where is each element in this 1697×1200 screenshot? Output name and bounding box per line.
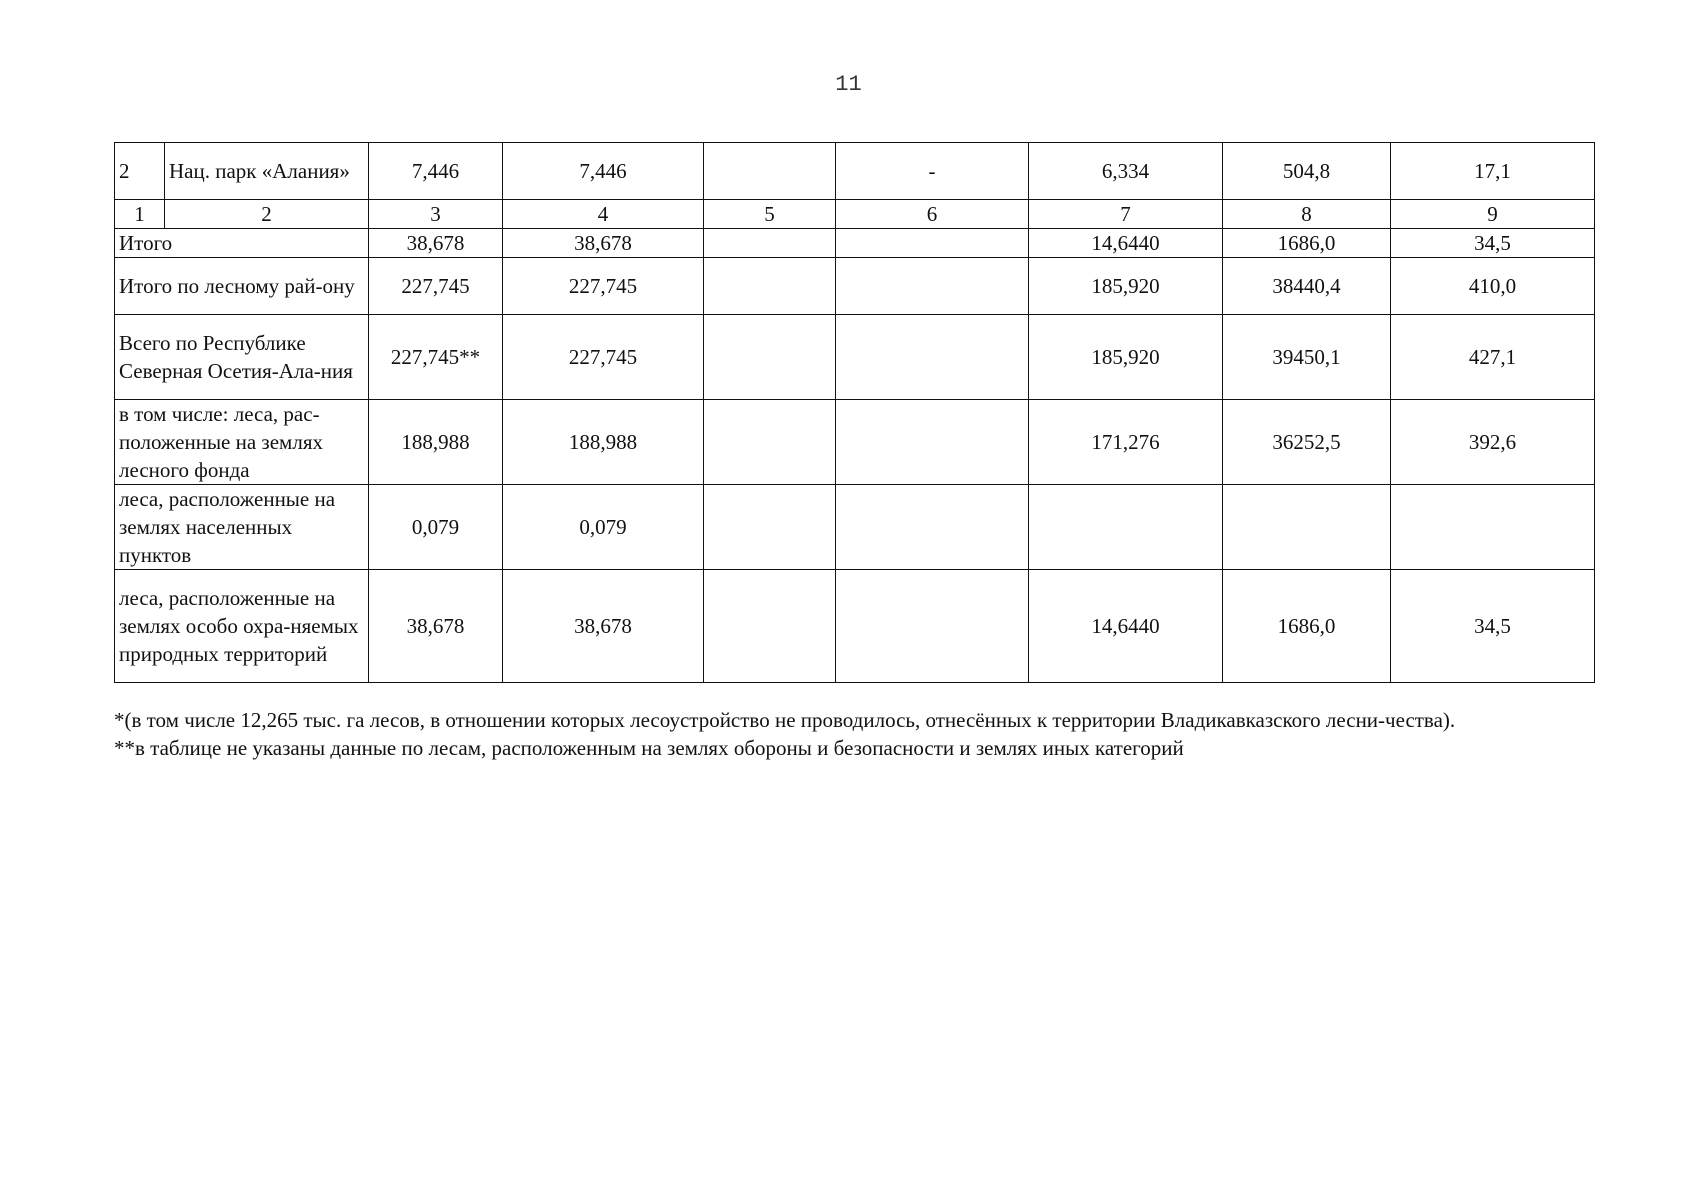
cell-c6 — [836, 258, 1029, 315]
row-label: леса, расположенные на землях населенных пунктов — [115, 485, 369, 570]
park-row-name: Нац. парк «Алания» — [165, 143, 369, 200]
table-row — [115, 229, 1595, 258]
park-row-c5 — [704, 143, 836, 200]
index-cell: 7 — [1029, 200, 1223, 229]
cell-c7 — [1029, 485, 1223, 570]
cell-c9 — [1391, 485, 1595, 570]
index-cell: 3 — [369, 200, 503, 229]
cell-c9: 410,0 — [1391, 258, 1595, 315]
footnote-2: **в таблице не указаны данные по лесам, расположенным на землях обороны и безопасности и землях иных категорий — [114, 736, 1184, 760]
cell-c7: 171,276 — [1029, 400, 1223, 485]
page-number: 11 — [835, 72, 862, 97]
cell-c7: 14,6440 — [1029, 570, 1223, 683]
index-cell: 6 — [836, 200, 1029, 229]
cell-c5 — [704, 570, 836, 683]
table-row — [115, 400, 1595, 485]
cell-c4: 0,079 — [503, 485, 704, 570]
cell-c6 — [836, 315, 1029, 400]
cell-c5 — [704, 400, 836, 485]
cell-c3: 38,678 — [369, 229, 503, 258]
cell-c9: 34,5 — [1391, 570, 1595, 683]
cell-c7: 14,6440 — [1029, 229, 1223, 258]
cell-c8: 39450,1 — [1223, 315, 1391, 400]
cell-c3: 0,079 — [369, 485, 503, 570]
cell-c5 — [704, 315, 836, 400]
cell-c4: 227,745 — [503, 315, 704, 400]
cell-c3: 227,745** — [369, 315, 503, 400]
cell-c6 — [836, 400, 1029, 485]
row-label: Итого — [115, 229, 369, 258]
cell-c4: 38,678 — [503, 570, 704, 683]
cell-c9: 392,6 — [1391, 400, 1595, 485]
cell-c8: 1686,0 — [1223, 229, 1391, 258]
cell-c8: 38440,4 — [1223, 258, 1391, 315]
table-index-row — [115, 200, 1595, 229]
park-row-c4: 7,446 — [503, 143, 704, 200]
cell-c6 — [836, 570, 1029, 683]
cell-c7: 185,920 — [1029, 315, 1223, 400]
cell-c8: 1686,0 — [1223, 570, 1391, 683]
index-cell: 8 — [1223, 200, 1391, 229]
cell-c6 — [836, 229, 1029, 258]
forest-data-table — [114, 142, 1595, 683]
park-row-c7: 6,334 — [1029, 143, 1223, 200]
table-row — [115, 315, 1595, 400]
table-row — [115, 485, 1595, 570]
park-row-c8: 504,8 — [1223, 143, 1391, 200]
cell-c4: 188,988 — [503, 400, 704, 485]
table-row-park — [115, 143, 1595, 200]
index-cell: 4 — [503, 200, 704, 229]
cell-c9: 427,1 — [1391, 315, 1595, 400]
cell-c8 — [1223, 485, 1391, 570]
index-cell: 9 — [1391, 200, 1595, 229]
row-label: Всего по Республике Северная Осетия-Ала-ния — [115, 315, 369, 400]
cell-c5 — [704, 485, 836, 570]
table-row — [115, 570, 1595, 683]
cell-c9: 34,5 — [1391, 229, 1595, 258]
footnotes — [114, 706, 1594, 762]
index-cell: 5 — [704, 200, 836, 229]
cell-c5 — [704, 229, 836, 258]
row-label: леса, расположенные на землях особо охра-няемых природных территорий — [115, 570, 369, 683]
cell-c3: 38,678 — [369, 570, 503, 683]
index-cell: 2 — [165, 200, 369, 229]
park-row-c9: 17,1 — [1391, 143, 1595, 200]
park-row-c3: 7,446 — [369, 143, 503, 200]
cell-c5 — [704, 258, 836, 315]
cell-c7: 185,920 — [1029, 258, 1223, 315]
index-cell: 1 — [115, 200, 165, 229]
cell-c3: 227,745 — [369, 258, 503, 315]
park-row-num: 2 — [115, 143, 165, 200]
row-label: в том числе: леса, рас-положенные на землях лесного фонда — [115, 400, 369, 485]
cell-c4: 227,745 — [503, 258, 704, 315]
cell-c8: 36252,5 — [1223, 400, 1391, 485]
cell-c3: 188,988 — [369, 400, 503, 485]
cell-c6 — [836, 485, 1029, 570]
cell-c4: 38,678 — [503, 229, 704, 258]
table-row — [115, 258, 1595, 315]
footnote-1: *(в том числе 12,265 тыс. га лесов, в отношении которых лесоустройство не проводилось, отнесённых к территории Владикавказского лесни-чества). — [114, 708, 1456, 732]
row-label: Итого по лесному рай-ону — [115, 258, 369, 315]
park-row-c6: - — [836, 143, 1029, 200]
